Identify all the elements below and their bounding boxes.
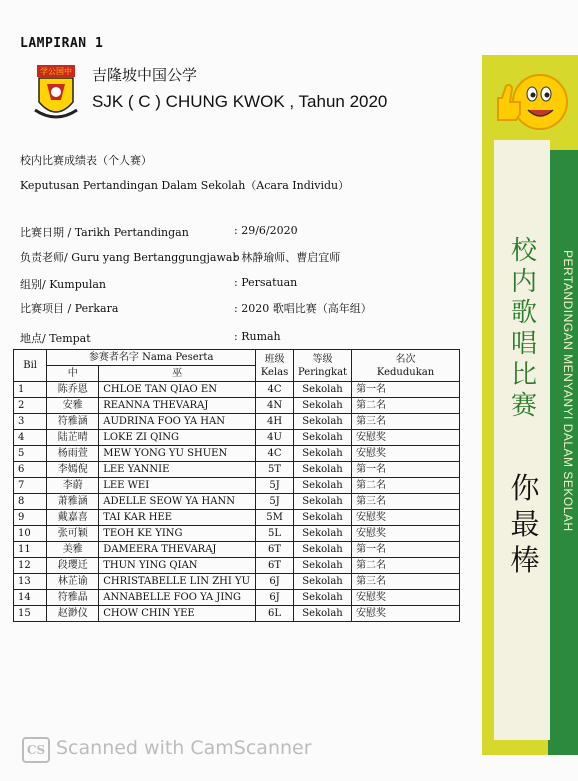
cell-bil: 15 <box>14 606 47 622</box>
cell-kedudukan: 第一名 <box>352 462 460 478</box>
cell-kelas: 4H <box>256 414 294 430</box>
cell-kedudukan: 安慰奖 <box>352 606 460 622</box>
table-row <box>14 526 460 542</box>
cell-peringkat: Sekolah <box>294 494 352 510</box>
cell-name-chinese: 李嫣倪 <box>47 462 99 478</box>
cell-name-malay: DAMEERA THEVARAJ <box>99 542 256 558</box>
cell-peringkat: Sekolah <box>294 382 352 398</box>
camscanner-logo-icon: CS <box>22 737 50 763</box>
title-chinese: 校内比赛成绩表（个人赛） <box>20 154 152 167</box>
poster-subtitle: PERTANDINGAN MENYANYI DALAM SEKOLAH <box>561 250 575 532</box>
cell-name-chinese: 李蔚 <box>47 478 99 494</box>
logo-text: 学公国中 <box>40 67 72 76</box>
field-value-date: : 29/6/2020 <box>234 224 298 237</box>
cell-peringkat: Sekolah <box>294 414 352 430</box>
table-row <box>14 414 460 430</box>
table-row <box>14 478 460 494</box>
cell-name-chinese: 符雅晶 <box>47 590 99 606</box>
cell-bil: 3 <box>14 414 47 430</box>
cell-peringkat: Sekolah <box>294 462 352 478</box>
cell-kedudukan: 安慰奖 <box>352 446 460 462</box>
cell-kelas: 5J <box>256 478 294 494</box>
cell-kedudukan: 第一名 <box>352 542 460 558</box>
cell-kedudukan: 安慰奖 <box>352 526 460 542</box>
cell-peringkat: Sekolah <box>294 478 352 494</box>
cell-kedudukan: 第一名 <box>352 382 460 398</box>
cell-bil: 8 <box>14 494 47 510</box>
cell-bil: 4 <box>14 430 47 446</box>
cell-bil: 2 <box>14 398 47 414</box>
cell-bil: 10 <box>14 526 47 542</box>
cell-bil: 7 <box>14 478 47 494</box>
cell-kelas: 6J <box>256 590 294 606</box>
cell-kedudukan: 安慰奖 <box>352 590 460 606</box>
cell-kedudukan: 第二名 <box>352 398 460 414</box>
poster-panel <box>494 140 550 740</box>
cell-bil: 11 <box>14 542 47 558</box>
cell-name-chinese: 萧雅涵 <box>47 494 99 510</box>
cell-name-malay: ANNABELLE FOO YA JING <box>99 590 256 606</box>
cell-name-malay: THUN YING QIAN <box>99 558 256 574</box>
cell-kelas: 6J <box>256 574 294 590</box>
camscanner-watermark: Scanned with CamScanner <box>56 737 312 759</box>
field-label-event: 比赛项目 / Perkara <box>20 302 119 315</box>
table-row <box>14 398 460 414</box>
cell-name-malay: TAI KAR HEE <box>99 510 256 526</box>
header-bil: Bil <box>14 350 47 382</box>
cell-kelas: 4C <box>256 382 294 398</box>
table-row <box>14 510 460 526</box>
cell-kedudukan: 第三名 <box>352 414 460 430</box>
cell-kedudukan: 第二名 <box>352 558 460 574</box>
field-value-event: : 2020 歌唱比赛（高年组） <box>234 302 372 315</box>
cell-kelas: 4C <box>256 446 294 462</box>
cell-peringkat: Sekolah <box>294 590 352 606</box>
cell-kelas: 6L <box>256 606 294 622</box>
cell-kelas: 4U <box>256 430 294 446</box>
cell-bil: 13 <box>14 574 47 590</box>
table-row <box>14 462 460 478</box>
cell-peringkat: Sekolah <box>294 398 352 414</box>
header-kedudukan: 名次 Kedudukan <box>352 350 460 382</box>
cell-name-chinese: 赵渺仪 <box>47 606 99 622</box>
cell-name-chinese: 段璎迁 <box>47 558 99 574</box>
table-row <box>14 558 460 574</box>
cell-peringkat: Sekolah <box>294 606 352 622</box>
cell-name-chinese: 陆芷晴 <box>47 430 99 446</box>
cell-name-malay: AUDRINA FOO YA HAN <box>99 414 256 430</box>
cell-name-chinese: 美雅 <box>47 542 99 558</box>
field-value-venue: : Rumah <box>234 330 281 343</box>
cell-name-chinese: 张可颖 <box>47 526 99 542</box>
field-label-group: 组别/ Kumpulan <box>20 278 106 291</box>
cell-name-malay: CHLOE TAN QIAO EN <box>99 382 256 398</box>
table-row <box>14 494 460 510</box>
cell-name-malay: LOKE ZI QING <box>99 430 256 446</box>
results-table <box>13 349 460 622</box>
cell-name-malay: LEE YANNIE <box>99 462 256 478</box>
cell-name-malay: MEW YONG YU SHUEN <box>99 446 256 462</box>
header-kelas: 班级 Kelas <box>256 350 294 382</box>
school-name-chinese: 吉隆坡中国公学 <box>92 66 198 84</box>
cell-name-chinese: 林芷谕 <box>47 574 99 590</box>
cell-peringkat: Sekolah <box>294 526 352 542</box>
cell-name-chinese: 戴嘉喜 <box>47 510 99 526</box>
table-row <box>14 430 460 446</box>
cell-kelas: 5J <box>256 494 294 510</box>
poster-title: 校内歌唱比赛 <box>510 236 537 421</box>
table-row <box>14 606 460 622</box>
cell-bil: 12 <box>14 558 47 574</box>
cell-name-malay: CHRISTABELLE LIN ZHI YU <box>99 574 256 590</box>
header-peringkat: 等级 Peringkat <box>294 350 352 382</box>
cell-name-malay: LEE WEI <box>99 478 256 494</box>
cell-name-malay: ADELLE SEOW YA HANN <box>99 494 256 510</box>
cell-kelas: 4N <box>256 398 294 414</box>
cell-kelas: 6T <box>256 542 294 558</box>
cell-kedudukan: 安慰奖 <box>352 430 460 446</box>
table-row <box>14 574 460 590</box>
cell-peringkat: Sekolah <box>294 542 352 558</box>
thumbs-up-smiley-icon <box>490 58 570 136</box>
cell-kedudukan: 第二名 <box>352 478 460 494</box>
school-logo <box>31 64 81 124</box>
cell-peringkat: Sekolah <box>294 558 352 574</box>
table-row <box>14 542 460 558</box>
cell-name-malay: CHOW CHIN YEE <box>99 606 256 622</box>
cell-bil: 5 <box>14 446 47 462</box>
cell-kelas: 6T <box>256 558 294 574</box>
cell-kedudukan: 第三名 <box>352 574 460 590</box>
table-row <box>14 382 460 398</box>
school-name-english: SJK ( C ) CHUNG KWOK , Tahun 2020 <box>92 92 388 111</box>
lampiran-label: LAMPIRAN 1 <box>20 36 104 51</box>
cell-bil: 1 <box>14 382 47 398</box>
cell-peringkat: Sekolah <box>294 574 352 590</box>
cell-name-chinese: 陈乔恩 <box>47 382 99 398</box>
cell-bil: 6 <box>14 462 47 478</box>
field-label-date: 比赛日期 / Tarikh Pertandingan <box>20 226 189 239</box>
cell-kedudukan: 第三名 <box>352 494 460 510</box>
cell-kelas: 5L <box>256 526 294 542</box>
poster-slogan: 你最棒 <box>510 471 540 577</box>
cell-name-malay: REANNA THEVARAJ <box>99 398 256 414</box>
cell-kedudukan: 安慰奖 <box>352 510 460 526</box>
field-label-teacher: 负责老师/ Guru yang Bertanggungjawab <box>20 251 240 264</box>
table-row <box>14 446 460 462</box>
field-label-venue: 地点/ Tempat <box>20 332 91 345</box>
cell-name-malay: TEOH KE YING <box>99 526 256 542</box>
field-value-group: : Persatuan <box>234 276 298 289</box>
cell-peringkat: Sekolah <box>294 510 352 526</box>
header-zhong: 中 <box>47 366 99 382</box>
cell-name-chinese: 安雅 <box>47 398 99 414</box>
title-malay: Keputusan Pertandingan Dalam Sekolah（Acara Individu） <box>20 179 350 192</box>
cell-name-chinese: 符雅涵 <box>47 414 99 430</box>
cell-bil: 9 <box>14 510 47 526</box>
cell-bil: 14 <box>14 590 47 606</box>
cell-name-chinese: 杨雨萱 <box>47 446 99 462</box>
cell-kelas: 5T <box>256 462 294 478</box>
table-row <box>14 590 460 606</box>
field-value-teacher: : 林静瑜师、曹启宜师 <box>234 251 341 264</box>
cell-kelas: 5M <box>256 510 294 526</box>
header-nama: 参赛者名字 Nama Peserta <box>47 350 256 366</box>
cell-peringkat: Sekolah <box>294 430 352 446</box>
header-wu: 巫 <box>99 366 256 382</box>
cell-peringkat: Sekolah <box>294 446 352 462</box>
